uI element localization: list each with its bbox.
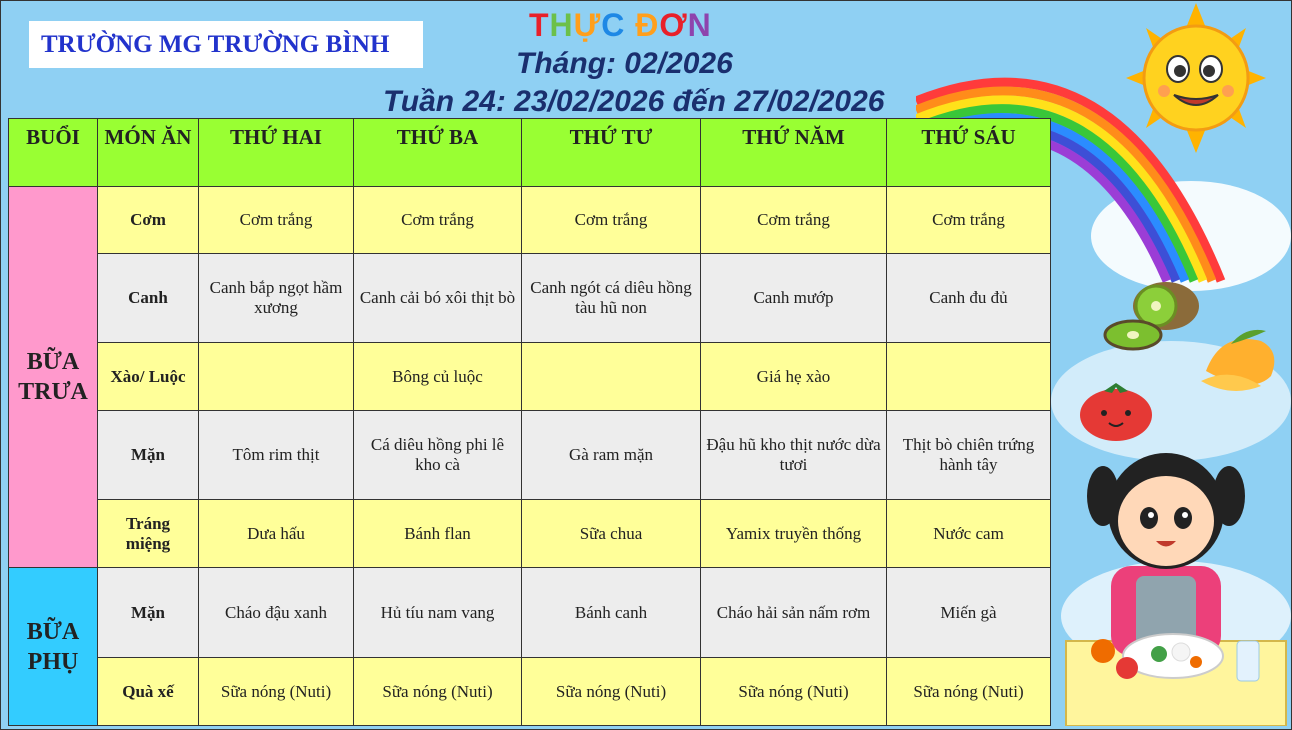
dish-type: Cơm	[98, 187, 199, 254]
menu-cell: Thịt bò chiên trứng hành tây	[887, 411, 1051, 500]
menu-cell: Cơm trắng	[354, 187, 522, 254]
menu-table	[8, 118, 1051, 726]
menu-cell	[199, 343, 354, 411]
menu-cell: Canh ngót cá diêu hồng tàu hũ non	[522, 254, 701, 343]
menu-cell: Sữa nóng (Nuti)	[354, 658, 522, 726]
week-label: Tuần 24: 23/02/2026 đến 27/02/2026	[383, 85, 885, 118]
menu-cell: Cơm trắng	[701, 187, 887, 254]
menu-body	[9, 187, 1051, 726]
menu-cell: Sữa nóng (Nuti)	[522, 658, 701, 726]
dish-type: Tráng miệng	[98, 500, 199, 568]
menu-cell: Cơm trắng	[887, 187, 1051, 254]
title-letter: H	[549, 7, 574, 43]
girl-eating-icon	[1061, 426, 1291, 726]
school-name: TRƯỜNG MG TRƯỜNG BÌNH	[29, 21, 423, 68]
col-header: MÓN ĂN	[98, 119, 199, 187]
col-header: BUỔI	[9, 119, 98, 187]
menu-cell: Cơm trắng	[199, 187, 354, 254]
dish-type: Quà xế	[98, 658, 199, 726]
menu-cell: Bánh flan	[354, 500, 522, 568]
menu-cell: Cá diêu hồng phi lê kho cà	[354, 411, 522, 500]
header-row	[9, 119, 1051, 187]
col-header: THỨ SÁU	[887, 119, 1051, 187]
col-header: THỨ BA	[354, 119, 522, 187]
menu-cell: Dưa hấu	[199, 500, 354, 568]
month-label: Tháng: 02/2026	[516, 47, 733, 80]
menu-cell: Nước cam	[887, 500, 1051, 568]
col-header: THỨ TƯ	[522, 119, 701, 187]
menu-cell	[887, 343, 1051, 411]
menu-cell: Bánh canh	[522, 568, 701, 658]
menu-cell: Cơm trắng	[522, 187, 701, 254]
dish-type: Canh	[98, 254, 199, 343]
meal-name: BỮA TRƯA	[9, 187, 98, 568]
menu-cell: Cháo đậu xanh	[199, 568, 354, 658]
menu-row	[9, 500, 1051, 568]
menu-cell: Miến gà	[887, 568, 1051, 658]
kiwi-icon	[1101, 279, 1201, 354]
meal-name: BỮA PHỤ	[9, 568, 98, 726]
menu-cell: Sữa nóng (Nuti)	[887, 658, 1051, 726]
menu-row	[9, 658, 1051, 726]
menu-cell: Tôm rim thịt	[199, 411, 354, 500]
menu-row	[9, 254, 1051, 343]
menu-cell: Canh cải bó xôi thịt bò	[354, 254, 522, 343]
title-letter: Ơ	[659, 7, 688, 43]
menu-row	[9, 343, 1051, 411]
mango-icon	[1191, 326, 1286, 396]
menu-cell: Hủ tíu nam vang	[354, 568, 522, 658]
dish-type: Xào/ Luộc	[98, 343, 199, 411]
menu-title	[529, 7, 712, 44]
dish-type: Mặn	[98, 568, 199, 658]
menu-row	[9, 411, 1051, 500]
menu-cell: Yamix truyền thống	[701, 500, 887, 568]
menu-cell: Canh bắp ngọt hầm xương	[199, 254, 354, 343]
menu-cell	[522, 343, 701, 411]
menu-cell: Giá hẹ xào	[701, 343, 887, 411]
col-header: THỨ NĂM	[701, 119, 887, 187]
title-letter: Ự	[573, 7, 602, 43]
menu-cell: Sữa chua	[522, 500, 701, 568]
menu-cell: Sữa nóng (Nuti)	[701, 658, 887, 726]
menu-cell: Canh đu đủ	[887, 254, 1051, 343]
menu-cell: Cháo hải sản nấm rơm	[701, 568, 887, 658]
title-letter: N	[687, 7, 712, 43]
menu-cell: Bông củ luộc	[354, 343, 522, 411]
title-letter: Đ	[635, 7, 660, 43]
menu-cell: Đậu hũ kho thịt nước dừa tươi	[701, 411, 887, 500]
menu-row	[9, 187, 1051, 254]
menu-cell: Sữa nóng (Nuti)	[199, 658, 354, 726]
title-letter: T	[529, 7, 550, 43]
col-header: THỨ HAI	[199, 119, 354, 187]
menu-cell: Canh mướp	[701, 254, 887, 343]
menu-cell: Gà ram mặn	[522, 411, 701, 500]
menu-row	[9, 568, 1051, 658]
title-letter: C	[601, 7, 626, 43]
title-letter	[625, 7, 635, 43]
sun-icon	[1106, 3, 1286, 153]
dish-type: Mặn	[98, 411, 199, 500]
